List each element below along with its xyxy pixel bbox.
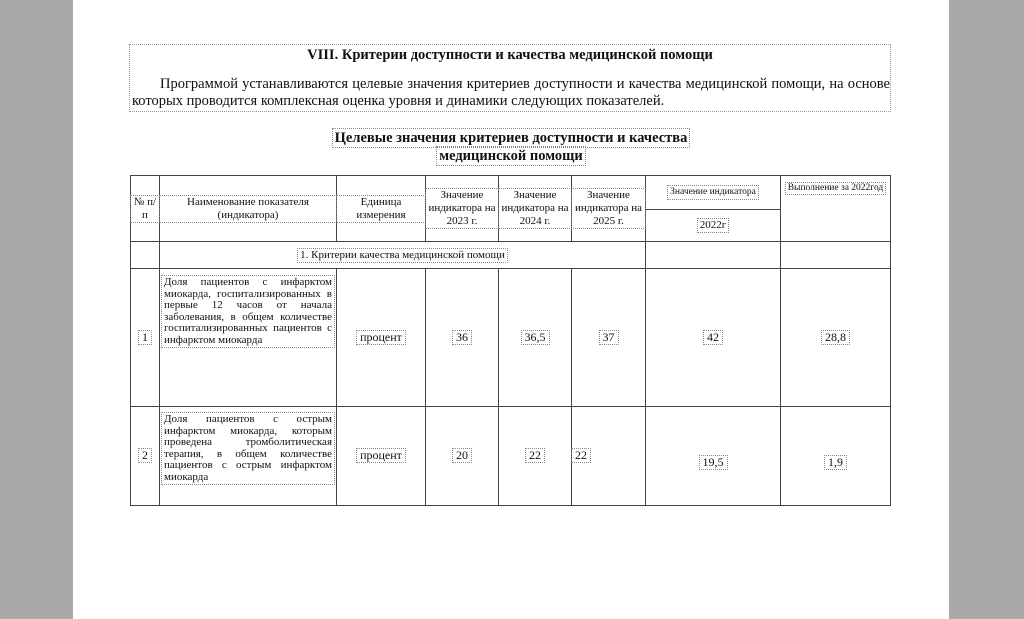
- section-intro: Программой устанавливаются целевые значения критериев доступности и качества медицинской помощи, на основе которых проводится комплексная оценка уровня и динамики следующих показателей.: [132, 76, 890, 109]
- table-title: [73, 129, 949, 165]
- row-unit: процент: [357, 331, 405, 344]
- header-num: № п/п: [131, 196, 159, 222]
- row-value-2023: 20: [453, 449, 471, 462]
- row-unit: процент: [357, 449, 405, 462]
- row-done: 1,9: [825, 456, 846, 469]
- section-title: VIII. Критерии доступности и качества медицинской помощи: [307, 47, 713, 63]
- row-name: Доля пациентов с острым инфарктом миокарда, которым проведена тромболитическая терапия, в общем количестве пациентов с острым инфарктом миокарда: [164, 413, 332, 483]
- row-value-2022: 19,5: [700, 456, 727, 469]
- row-value-2025: 22: [572, 449, 590, 462]
- table-title-line1: Целевые значения критериев доступности и качества: [334, 130, 688, 146]
- row-name: Доля пациентов с инфарктом миокарда, госпитализированных в первые 12 часов от начала заболевания, в общем количестве госпитализированных пациентов с инфарктом миокарда: [164, 276, 332, 346]
- table-row: [131, 407, 891, 506]
- row-value-2023: 36: [453, 331, 471, 344]
- document-page: [73, 0, 949, 619]
- header-name: Наименование показателя (индикатора): [160, 196, 336, 222]
- row-value-2024: 22: [526, 449, 544, 462]
- criteria-table: [130, 175, 891, 506]
- header-2024: Значение индикатора на 2024 г.: [499, 189, 571, 228]
- header-indicator-year: 2022г: [699, 219, 727, 231]
- row-num: 1: [139, 331, 151, 344]
- row-num: 2: [139, 449, 151, 462]
- row-done: 28,8: [822, 331, 849, 344]
- row-value-2024: 36,5: [522, 331, 549, 344]
- header-unit: Единица измерения: [337, 196, 425, 222]
- row-value-2025: 37: [600, 331, 618, 344]
- header-2025: Значение индикатора на 2025 г.: [572, 189, 645, 228]
- row-value-2022: 42: [704, 331, 722, 344]
- group-label: 1. Критерии качества медицинской помощи: [300, 248, 505, 261]
- header-done: Выполнение за 2022год: [787, 183, 884, 193]
- table-row: [131, 269, 891, 407]
- header-2023: Значение индикатора на 2023 г.: [426, 189, 498, 228]
- header-indicator: Значение индикатора: [670, 187, 756, 197]
- group-row: [131, 242, 891, 269]
- section-block: [130, 45, 890, 111]
- table-title-line2: медицинской помощи: [439, 148, 583, 164]
- header-row: [131, 176, 891, 242]
